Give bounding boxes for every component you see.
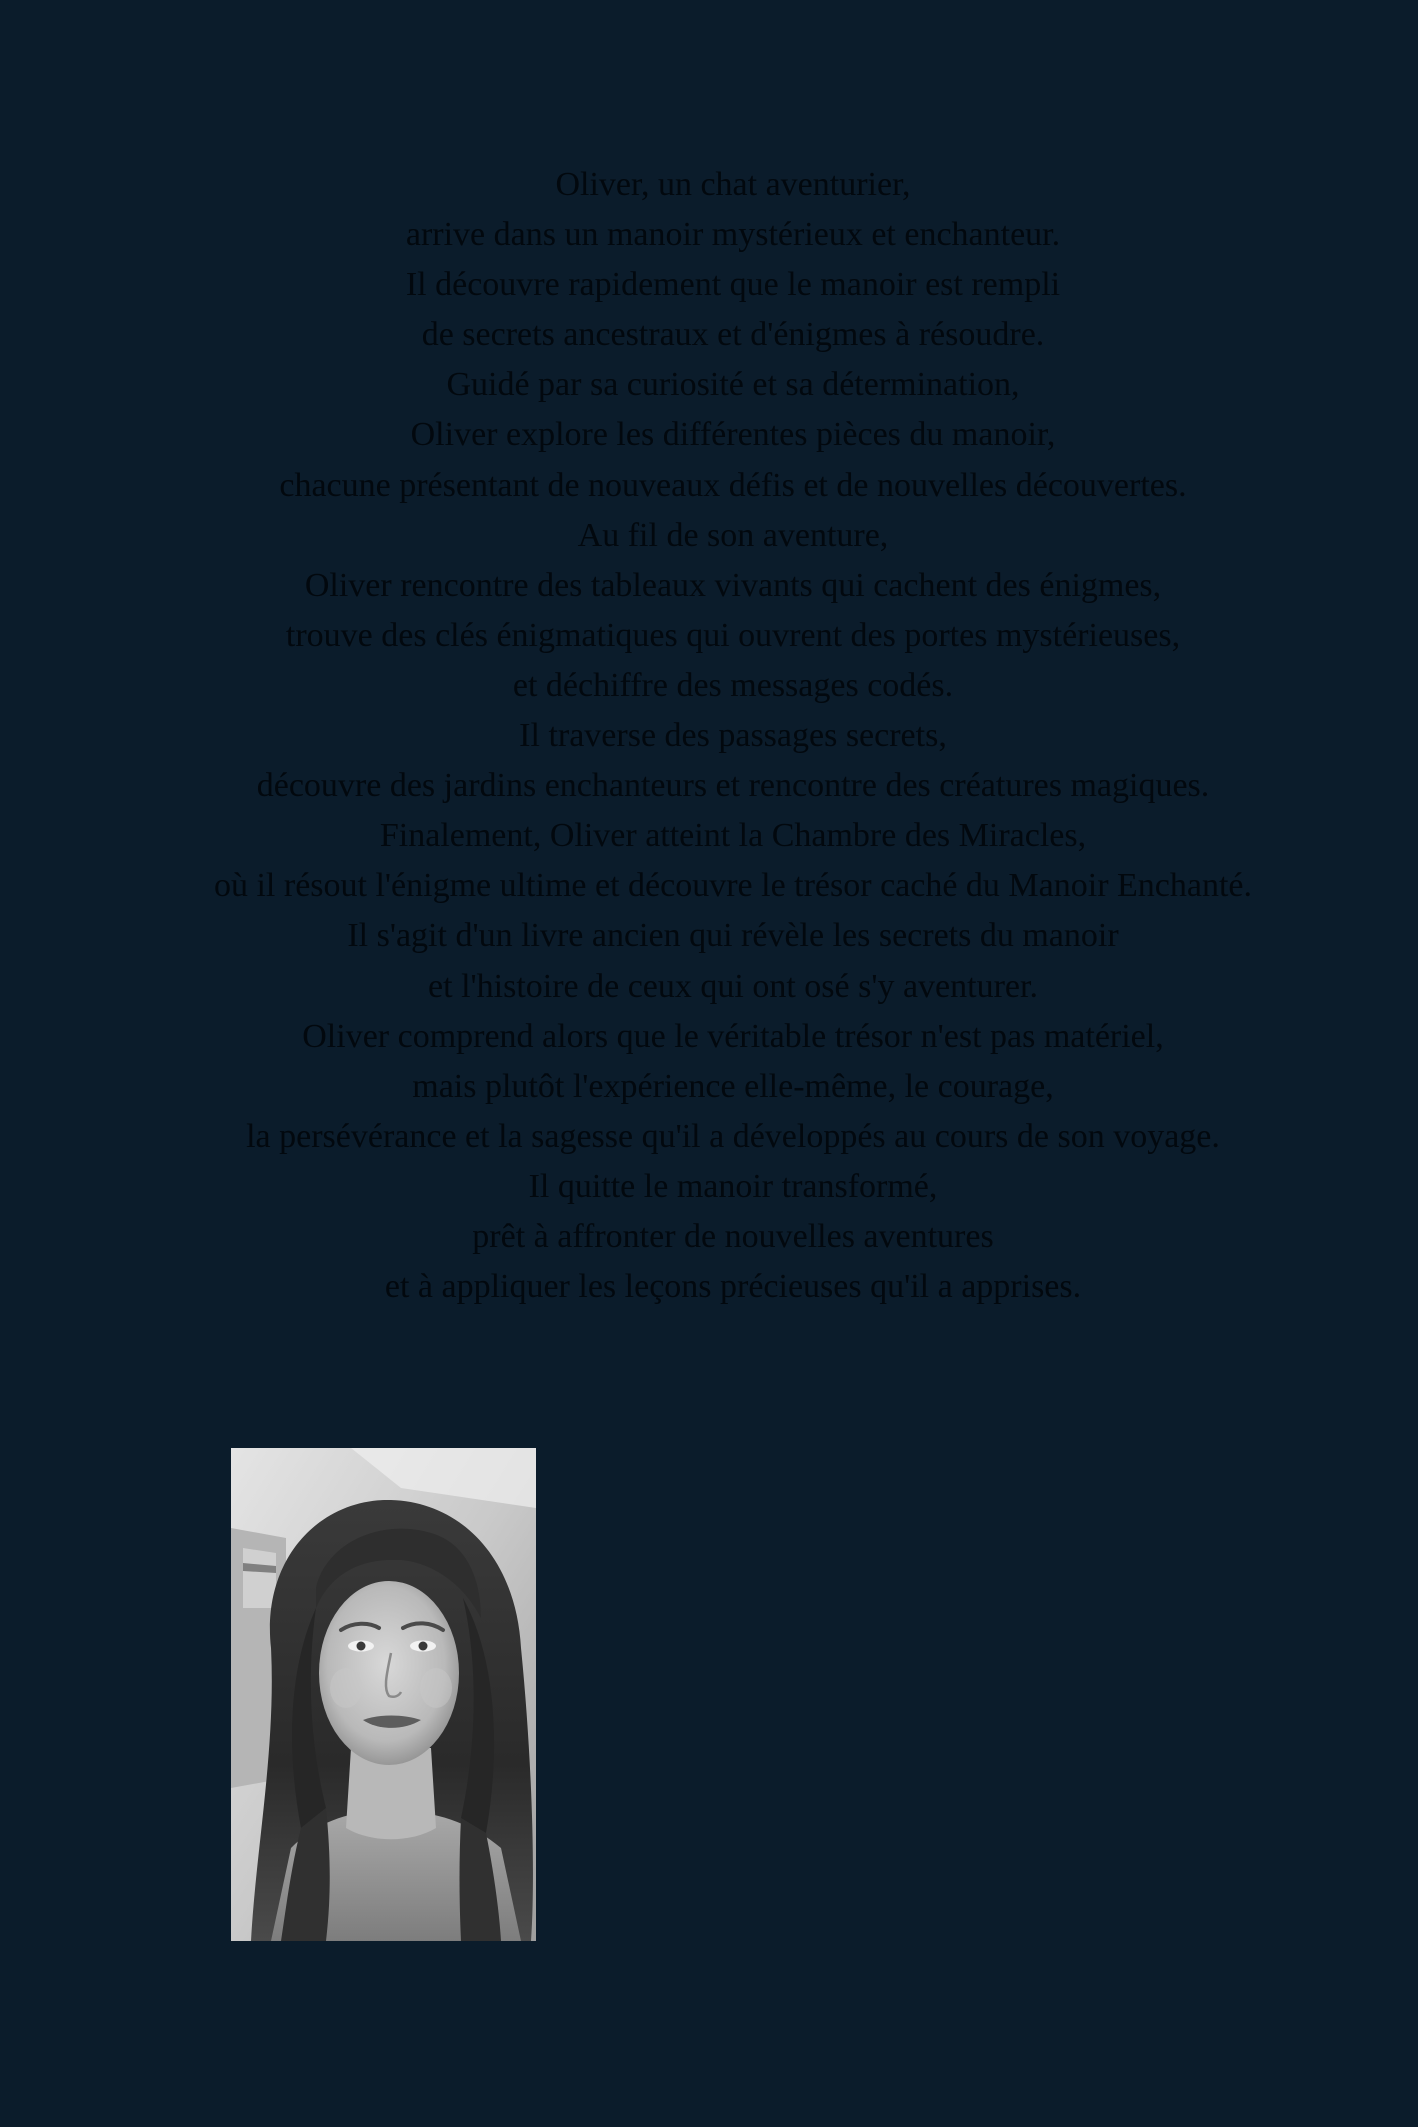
summary-line: trouve des clés énigmatiques qui ouvrent des portes mystérieuses, [285, 616, 1181, 654]
summary-line: arrive dans un manoir mystérieux et enchanteur. [405, 216, 1061, 254]
author-portrait-photo [231, 1448, 536, 1941]
summary-line: chacune présentant de nouveaux défis et de nouvelles découvertes. [279, 466, 1187, 504]
summary-line: découvre des jardins enchanteurs et rencontre des créatures magiques. [256, 767, 1210, 805]
author-portrait-image [231, 1448, 536, 1941]
summary-line: Finalement, Oliver atteint la Chambre des Miracles, [379, 817, 1087, 855]
summary-line: et l'histoire de ceux qui ont osé s'y aventurer. [428, 967, 1038, 1005]
summary-line: où il résout l'énigme ultime et découvre le trésor caché du Manoir Enchanté. [213, 867, 1253, 905]
summary-line: Il traverse des passages secrets, [519, 717, 947, 755]
summary-line: Guidé par sa curiosité et sa détermination, [446, 366, 1020, 404]
summary-line: et à appliquer les leçons précieuses qu'il a apprises. [384, 1268, 1082, 1306]
summary-line: Oliver comprend alors que le véritable trésor n'est pas matériel, [302, 1017, 1164, 1055]
summary-line: Il découvre rapidement que le manoir est rempli [405, 266, 1061, 304]
summary-line: prêt à affronter de nouvelles aventures [472, 1217, 994, 1255]
summary-line: Il s'agit d'un livre ancien qui révèle les secrets du manoir [347, 917, 1119, 955]
summary-line: Il quitte le manoir transformé, [528, 1167, 938, 1205]
summary-line: Oliver explore les différentes pièces du manoir, [410, 416, 1056, 454]
summary-line: Oliver rencontre des tableaux vivants qui cachent des énigmes, [304, 566, 1162, 604]
summary-line: Au fil de son aventure, [577, 516, 889, 554]
summary-line: de secrets ancestraux et d'énigmes à résoudre. [421, 316, 1045, 354]
summary-text [60, 160, 1406, 1312]
summary-line: la persévérance et la sagesse qu'il a développés au cours de son voyage. [246, 1117, 1220, 1155]
summary-line: Oliver, un chat aventurier, [555, 166, 911, 203]
summary-line: mais plutôt l'expérience elle-même, le courage, [412, 1067, 1054, 1105]
summary-line: et déchiffre des messages codés. [512, 666, 954, 704]
